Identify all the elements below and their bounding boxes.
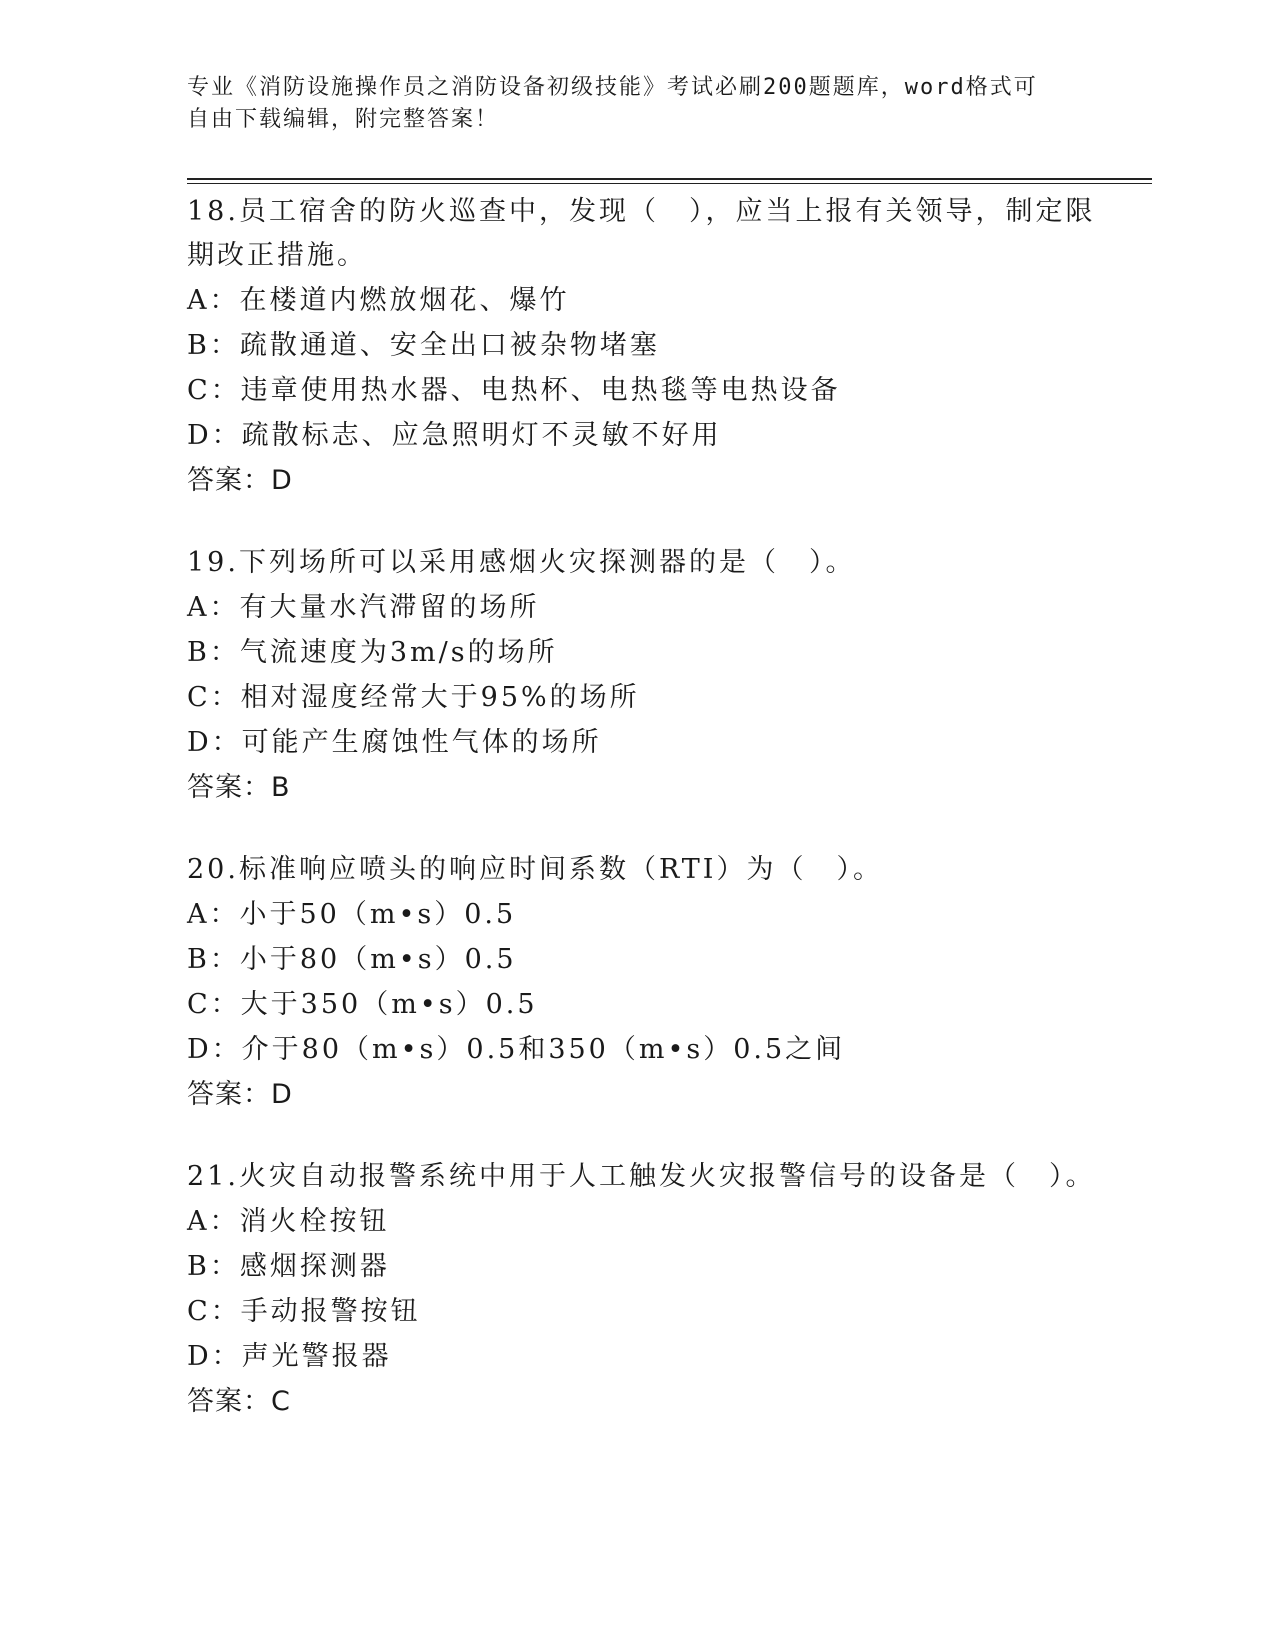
answer: 答案：B (187, 772, 291, 803)
option-a: A：有大量水汽滞留的场所 (187, 592, 540, 623)
option-c: C：大于350（m•s）0.5 (187, 989, 538, 1020)
question-20 (187, 848, 1087, 1117)
header-divider-thick (187, 178, 1152, 180)
document-header (187, 72, 1067, 136)
option-d: D：疏散标志、应急照明灯不灵敏不好用 (187, 420, 722, 451)
option-b: B：感烟探测器 (187, 1251, 390, 1282)
header-line-2: 自由下载编辑，附完整答案！ (187, 107, 500, 132)
option-d: D：介于80（m•s）0.5和350（m•s）0.5之间 (187, 1034, 846, 1065)
option-b: B：小于80（m•s）0.5 (187, 944, 517, 975)
option-c: C：违章使用热水器、电热杯、电热毯等电热设备 (187, 375, 841, 406)
option-a: A：消火栓按钮 (187, 1206, 390, 1237)
answer: 答案：D (187, 465, 293, 496)
question-list (187, 190, 1096, 1462)
option-b: B：气流速度为3m/s的场所 (187, 637, 558, 668)
question-stem: 18.员工宿舍的防火巡查中，发现（ ），应当上报有关领导，制定限 (187, 196, 1096, 227)
question-21 (187, 1155, 1096, 1424)
option-a: A：在楼道内燃放烟花、爆竹 (187, 285, 570, 316)
question-19 (187, 541, 1087, 810)
question-18 (187, 190, 1096, 503)
option-b: B：疏散通道、安全出口被杂物堵塞 (187, 330, 660, 361)
option-d: D：声光警报器 (187, 1341, 392, 1372)
question-stem: 20.标准响应喷头的响应时间系数（RTI）为（ ）。 (187, 854, 883, 885)
option-c: C：手动报警按钮 (187, 1296, 421, 1327)
question-stem-continued: 期改正措施。 (187, 240, 367, 271)
header-divider-thin (187, 183, 1152, 184)
question-stem: 21.火灾自动报警系统中用于人工触发火灾报警信号的设备是（ ）。 (187, 1161, 1096, 1192)
option-d: D：可能产生腐蚀性气体的场所 (187, 727, 602, 758)
question-stem: 19.下列场所可以采用感烟火灾探测器的是（ ）。 (187, 547, 856, 578)
header-line-1: 专业《消防设施操作员之消防设备初级技能》考试必刷200题题库，word格式可 (187, 75, 1038, 100)
option-c: C：相对湿度经常大于95%的场所 (187, 682, 640, 713)
option-a: A：小于50（m•s）0.5 (187, 899, 517, 930)
answer: 答案：C (187, 1386, 291, 1417)
answer: 答案：D (187, 1079, 293, 1110)
